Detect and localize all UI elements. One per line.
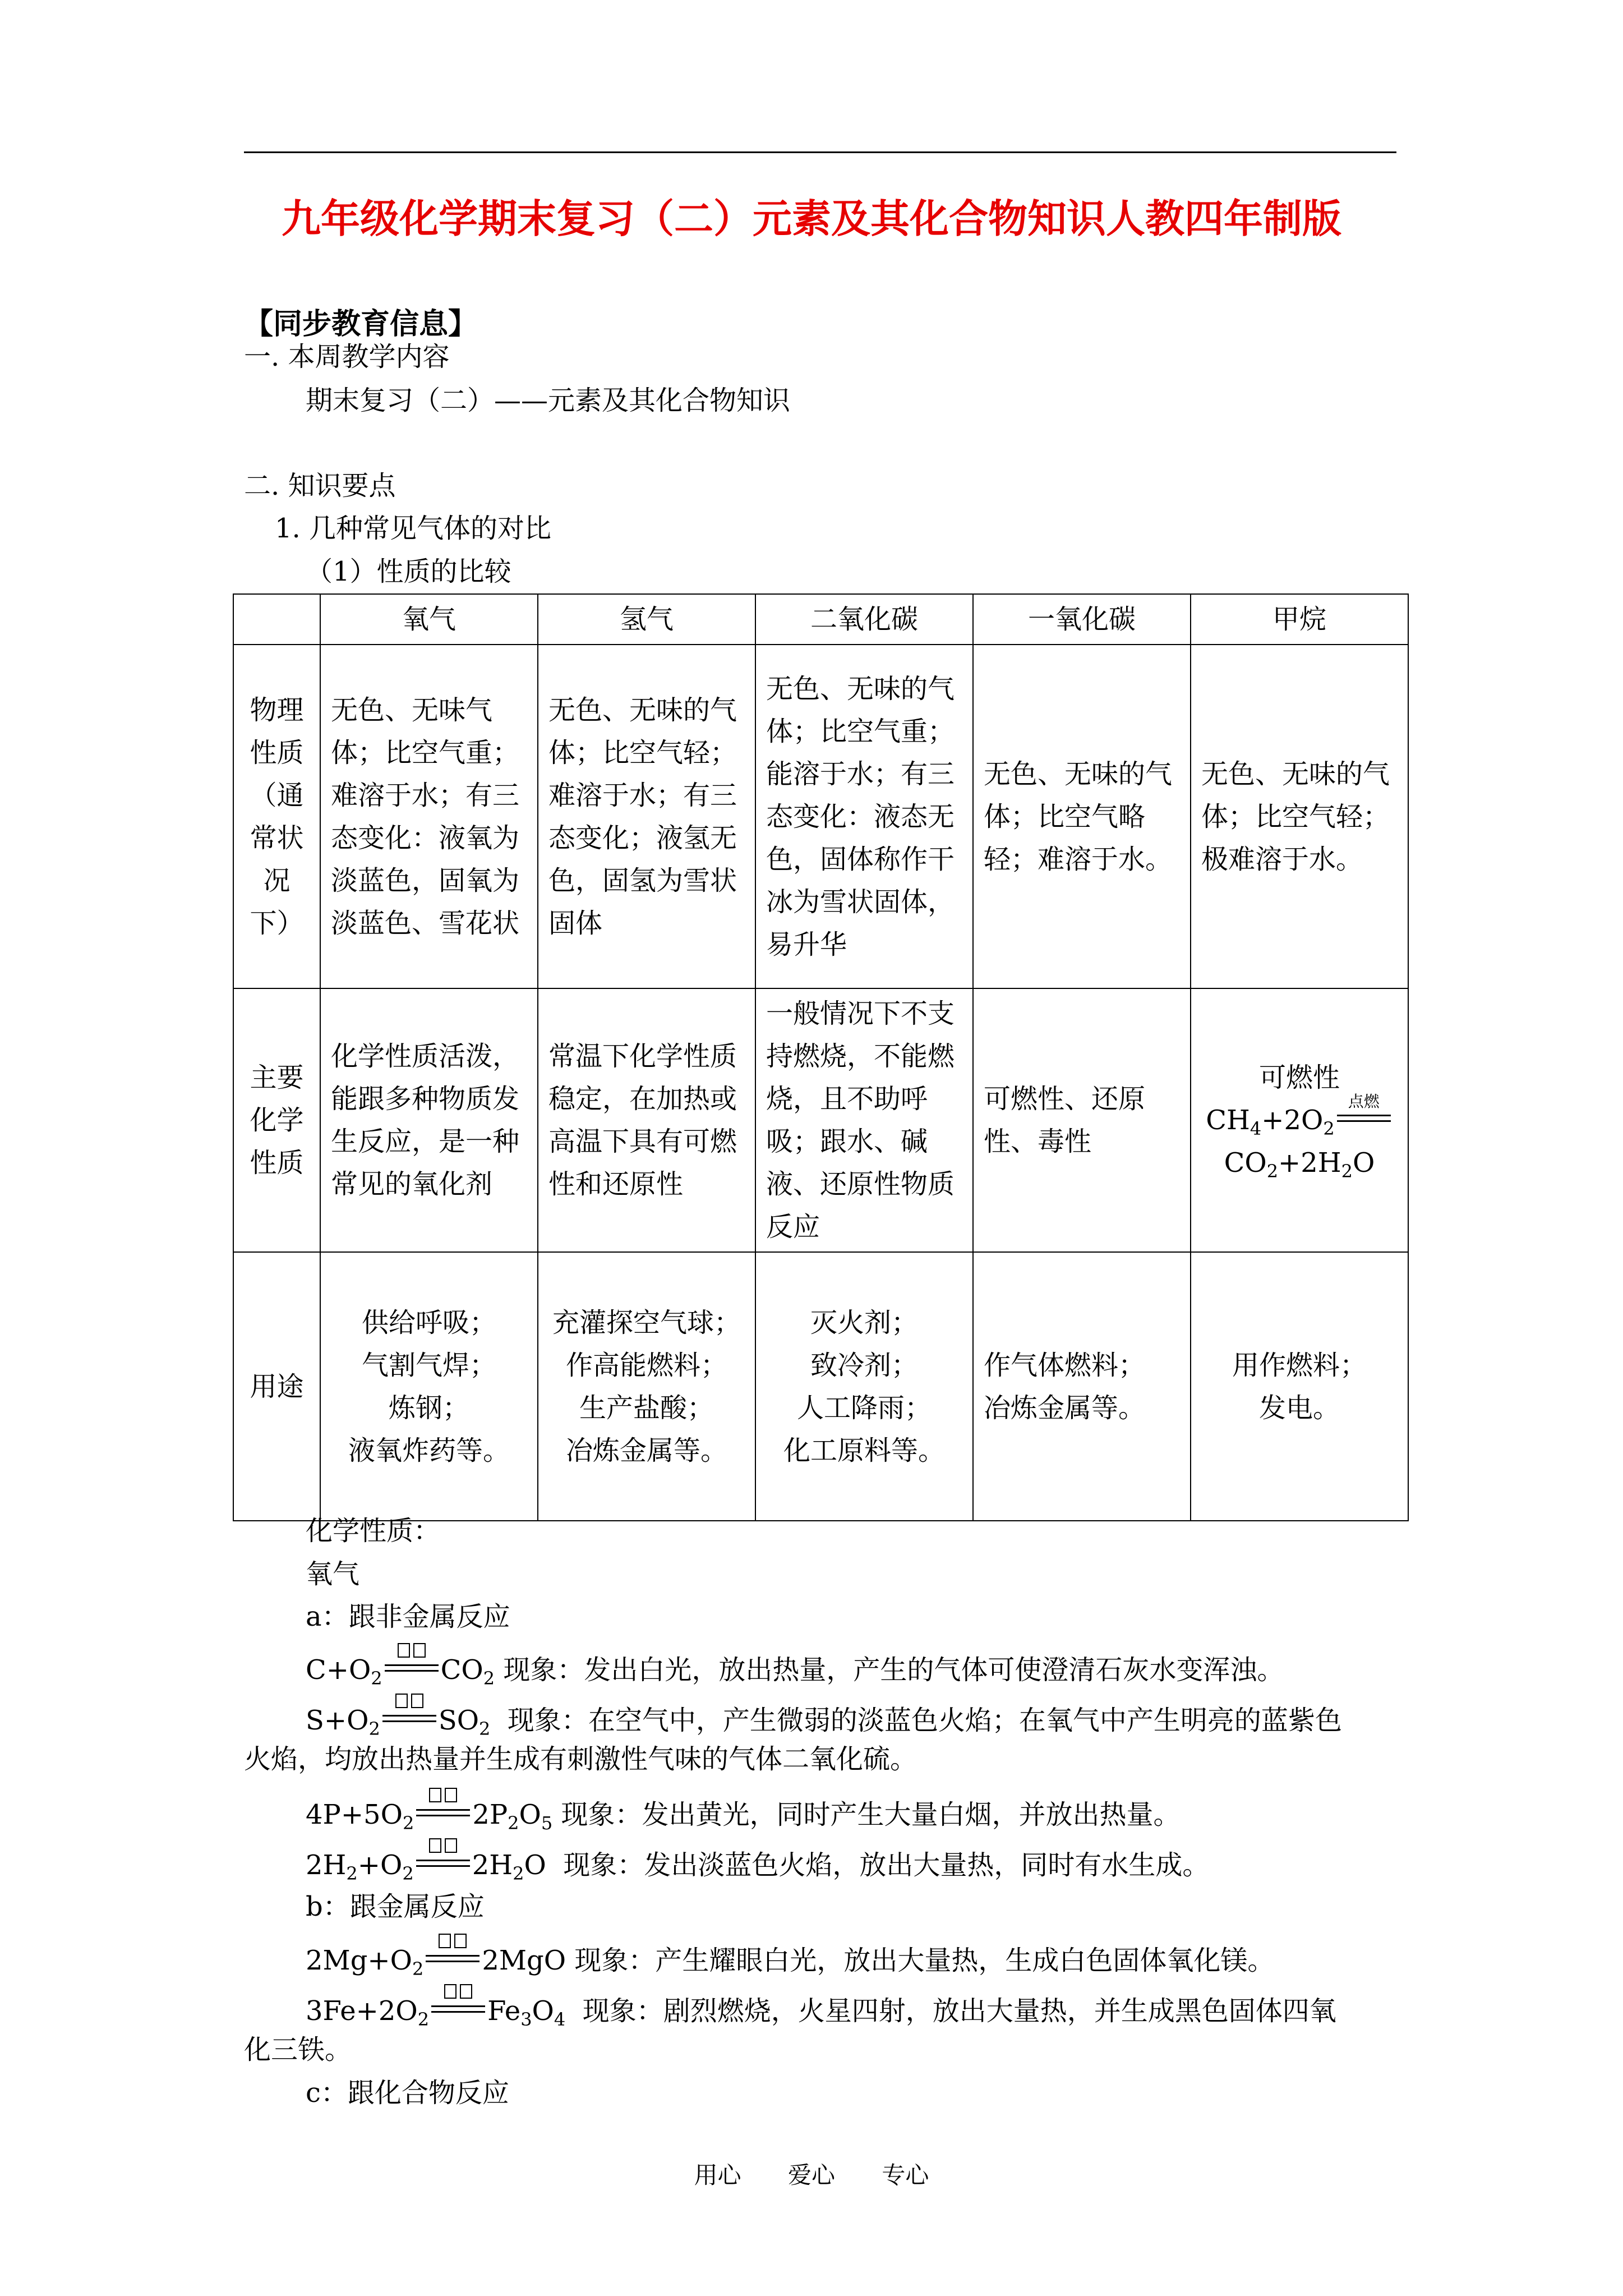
row-label: 主要化学性质 bbox=[233, 988, 320, 1252]
formula-part: +2H bbox=[1278, 1147, 1341, 1179]
table-cell: 一般情况下不支持燃烧，不能燃烧，且不助呼吸；跟水、碱液、还原性物质反应 bbox=[755, 988, 973, 1252]
header-rule bbox=[244, 151, 1396, 153]
page-title: 九年级化学期末复习（二）元素及其化合物知识人教四年制版 bbox=[282, 195, 1341, 242]
reaction-line: $2Mg+O_2$ 2MgO 现象：产生耀眼白光，放出大量热，生成白色固体氧化镁。 bbox=[306, 1943, 1274, 1974]
methane-equation-products bbox=[1201, 1142, 1398, 1184]
part1-content: 期末复习（二）——元素及其化合物知识 bbox=[306, 385, 791, 416]
table-header-row bbox=[233, 594, 1408, 645]
table-cell: 常温下化学性质稳定，在加热或高温下具有可燃性和还原性 bbox=[538, 988, 755, 1252]
footer-text: 用心 bbox=[694, 2161, 741, 2189]
reaction-condition: 点燃 bbox=[1348, 1092, 1380, 1111]
table-header-cell: 甲烷 bbox=[1191, 594, 1408, 645]
reaction-line: $3Fe+2O_2$ $Fe_3O_4$ 现象：剧烈燃烧，火星四射，放出大量热，并生成黑色固体四氧 bbox=[306, 1993, 1336, 2024]
equals-sign bbox=[381, 1703, 437, 1729]
part2-sub2: （1）性质的比较 bbox=[306, 556, 511, 587]
reaction-observation-cont: 化三铁。 bbox=[244, 2034, 352, 2065]
table-cell bbox=[1191, 1252, 1408, 1521]
cell-line: 炼钢； bbox=[388, 1392, 469, 1424]
reaction-group-a: a：跟非金属反应 bbox=[306, 1601, 510, 1632]
formula-part: CO bbox=[1224, 1147, 1267, 1179]
cell-line: 用作燃料； bbox=[1232, 1349, 1367, 1381]
equals-sign bbox=[415, 1847, 471, 1874]
equals-sign bbox=[384, 1652, 440, 1679]
table-cell: 无色、无味的气体；比空气重；能溶于水；有三态变化：液态无色，固体称作干冰为雪状固体，易升华 bbox=[755, 645, 973, 988]
footer-text: 爱心 bbox=[787, 2161, 835, 2189]
reaction-observation: 现象：在空气中，产生微弱的淡蓝色火焰；在氧气中产生明亮的蓝紫色 bbox=[507, 1705, 1342, 1736]
cell-line: 充灌探空气球； bbox=[552, 1306, 741, 1338]
reaction-group-b: b：跟金属反应 bbox=[306, 1891, 485, 1922]
table-cell: 可燃性 bbox=[1258, 1062, 1340, 1093]
table-header-cell: 氢气 bbox=[538, 594, 755, 645]
cell-line: 人工降雨； bbox=[796, 1392, 932, 1424]
gas-comparison-table bbox=[233, 593, 1409, 1521]
cell-line: 灭火剂； bbox=[810, 1306, 918, 1338]
row-label: 用途 bbox=[233, 1252, 320, 1521]
cell-line: 液氧炸药等。 bbox=[348, 1434, 510, 1466]
page-footer bbox=[0, 2157, 1623, 2191]
formula-sub: 2 bbox=[1341, 1161, 1353, 1182]
part2-sub1: 1. 几种常见气体的对比 bbox=[275, 513, 552, 544]
table-cell: 无色、无味的气体；比空气轻；难溶于水；有三态变化；液氢无色，固氢为雪状固体 bbox=[538, 645, 755, 988]
cell-line: 生产盐酸； bbox=[579, 1392, 714, 1424]
formula-part: CH bbox=[1206, 1105, 1250, 1136]
table-cell: 无色、无味气体；比空气重；难溶于水；有三态变化：液氧为淡蓝色，固氧为淡蓝色、雪花状 bbox=[320, 645, 538, 988]
reaction-observation: 现象：剧烈燃烧，火星四射，放出大量热，并生成黑色固体四氧 bbox=[582, 1995, 1336, 2027]
reaction-observation: 现象：发出黄光，同时产生大量白烟，并放出热量。 bbox=[561, 1799, 1181, 1830]
reaction-line: $2H_2+O_2$ $2H_2O$ 现象：发出淡蓝色火焰，放出大量热，同时有水生成。 bbox=[306, 1847, 1209, 1879]
table-cell: 无色、无味的气体；比空气略轻；难溶于水。 bbox=[973, 645, 1191, 988]
reaction-observation-cont: 火焰，均放出热量并生成有刺激性气味的气体二氧化硫。 bbox=[244, 1743, 917, 1775]
reaction-group-c: c：跟化合物反应 bbox=[306, 2077, 509, 2109]
methane-chem-cell bbox=[1191, 988, 1408, 1252]
table-header-cell: 一氧化碳 bbox=[973, 594, 1191, 645]
cell-line: 冶炼金属等。 bbox=[984, 1392, 1146, 1424]
table-cell: 可燃性、还原性、毒性 bbox=[973, 988, 1191, 1252]
chem-intro: 化学性质： bbox=[306, 1515, 441, 1547]
equals-sign bbox=[415, 1797, 471, 1824]
cell-line: 发电。 bbox=[1258, 1392, 1340, 1424]
equals-sign bbox=[425, 1943, 481, 1970]
cell-line: 作高能燃料； bbox=[565, 1349, 727, 1381]
footer-text: 专心 bbox=[882, 2161, 929, 2189]
cell-line: 作气体燃料； bbox=[984, 1349, 1146, 1381]
section-header: 【同步教育信息】 bbox=[244, 307, 478, 341]
table-cell: 化学性质活泼，能跟多种物质发生反应，是一种常见的氧化剂 bbox=[320, 988, 538, 1252]
cell-line: 致冷剂； bbox=[810, 1349, 918, 1381]
cell-line: 供给呼吸； bbox=[361, 1306, 496, 1338]
table-row bbox=[233, 645, 1408, 988]
reaction-observation: 现象：产生耀眼白光，放出大量热，生成白色固体氧化镁。 bbox=[574, 1945, 1275, 1976]
formula-sub: 2 bbox=[1266, 1161, 1279, 1182]
table-header-cell: 氧气 bbox=[320, 594, 538, 645]
reaction-line: $C+O_2$ $CO_2$ 现象：发出白光，放出热量，产生的气体可使澄清石灰水变浑浊。 bbox=[306, 1652, 1284, 1683]
reaction-line: $S+O_2$ $SO_2$ 现象：在空气中，产生微弱的淡蓝色火焰；在氧气中产生明亮的蓝紫色 bbox=[306, 1703, 1342, 1734]
table-cell bbox=[755, 1252, 973, 1521]
cell-line: 化工原料等。 bbox=[783, 1434, 945, 1466]
reaction-observation: 现象：发出淡蓝色火焰，放出大量热，同时有水生成。 bbox=[563, 1849, 1210, 1881]
equals-sign bbox=[1336, 1092, 1392, 1129]
formula-sub: 4 bbox=[1249, 1118, 1262, 1139]
reaction-line: $4P+5O_2$ $2P_2O_5$ 现象：发出黄光，同时产生大量白烟，并放出热量。 bbox=[306, 1797, 1181, 1828]
reaction-observation: 现象：发出白光，放出热量，产生的气体可使澄清石灰水变浑浊。 bbox=[503, 1654, 1284, 1686]
oxygen-heading: 氧气 bbox=[306, 1558, 360, 1590]
table-header-cell: 二氧化碳 bbox=[755, 594, 973, 645]
cell-line: 气割气焊； bbox=[361, 1349, 496, 1381]
part2-heading: 二. 知识要点 bbox=[244, 470, 396, 501]
equals-sign bbox=[430, 1993, 486, 2020]
table-cell bbox=[320, 1252, 538, 1521]
table-header-cell bbox=[233, 594, 320, 645]
formula-part: O bbox=[1353, 1147, 1375, 1179]
cell-line: 冶炼金属等。 bbox=[565, 1434, 727, 1466]
table-row bbox=[233, 988, 1408, 1252]
table-cell bbox=[538, 1252, 755, 1521]
row-label: 物理性质（通常状况下） bbox=[233, 645, 320, 988]
table-cell: 无色、无味的气体；比空气轻；极难溶于水。 bbox=[1191, 645, 1408, 988]
table-row bbox=[233, 1252, 1408, 1521]
methane-equation bbox=[1201, 1092, 1398, 1142]
formula-sub: 2 bbox=[1323, 1118, 1335, 1139]
part1-heading: 一. 本周教学内容 bbox=[244, 341, 450, 372]
table-cell bbox=[973, 1252, 1191, 1521]
formula-part: +2O bbox=[1261, 1105, 1324, 1136]
